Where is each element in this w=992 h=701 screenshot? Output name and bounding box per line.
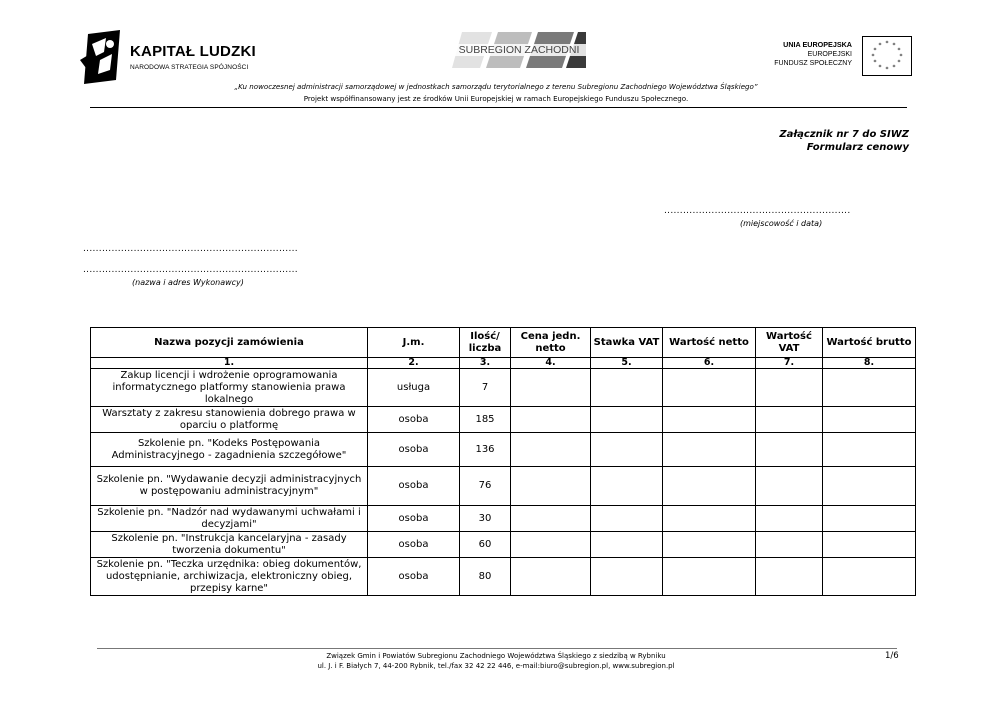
eu-union-label: UNIA EUROPEJSKA xyxy=(783,40,852,49)
row-unit: osoba xyxy=(368,532,460,558)
row-unit: osoba xyxy=(368,433,460,467)
row-item-name: Warsztaty z zakresu stanowienia dobrego prawa w oparciu o platformę xyxy=(91,407,368,433)
net-value-cell[interactable] xyxy=(663,407,756,433)
row-unit: osoba xyxy=(368,558,460,596)
vat-rate-cell[interactable] xyxy=(591,369,663,407)
svg-text:*: * xyxy=(885,66,889,73)
row-unit: osoba xyxy=(368,407,460,433)
kapital-ludzki-title: KAPITAŁ LUDZKI xyxy=(130,43,256,60)
vat-value-cell[interactable] xyxy=(756,558,823,596)
unit-price-cell[interactable] xyxy=(511,532,591,558)
row-quantity: 7 xyxy=(460,369,511,407)
column-number: 6. xyxy=(663,358,756,369)
column-number: 3. xyxy=(460,358,511,369)
net-value-cell[interactable] xyxy=(663,558,756,596)
header-unit: J.m. xyxy=(368,328,460,358)
gross-value-cell[interactable] xyxy=(823,407,916,433)
gross-value-cell[interactable] xyxy=(823,558,916,596)
net-value-cell[interactable] xyxy=(663,532,756,558)
unit-price-cell[interactable] xyxy=(511,506,591,532)
unit-price-cell[interactable] xyxy=(511,433,591,467)
vat-rate-cell[interactable] xyxy=(591,558,663,596)
svg-text:*: * xyxy=(871,53,875,60)
svg-text:*: * xyxy=(878,42,882,49)
column-number: 5. xyxy=(591,358,663,369)
header-vat-value: Wartość VAT xyxy=(756,328,823,358)
vat-rate-cell[interactable] xyxy=(591,467,663,506)
attachment-title xyxy=(779,128,909,154)
vat-value-cell[interactable] xyxy=(756,433,823,467)
cofinance-note: Projekt współfinansowany jest ze środków Unii Europejskiej w ramach Europejskiego Funduszu Społecznego. xyxy=(303,94,689,103)
svg-text:*: * xyxy=(878,64,882,71)
gross-value-cell[interactable] xyxy=(823,433,916,467)
unit-price-cell[interactable] xyxy=(511,558,591,596)
table-row xyxy=(91,467,916,506)
gross-value-cell[interactable] xyxy=(823,467,916,506)
row-unit: osoba xyxy=(368,467,460,506)
svg-text:*: * xyxy=(873,47,877,54)
eu-flag-icon xyxy=(862,36,912,76)
row-item-name: Szkolenie pn. "Nadzór nad wydawanymi uchwałami i decyzjami" xyxy=(91,506,368,532)
gross-value-cell[interactable] xyxy=(823,532,916,558)
row-item-name: Szkolenie pn. "Teczka urzędnika: obieg dokumentów, udostępnianie, archiwizacja, elektroniczny obieg, przepisy karne" xyxy=(91,558,368,596)
price-table xyxy=(90,327,916,596)
net-value-cell[interactable] xyxy=(663,369,756,407)
column-number: 2. xyxy=(368,358,460,369)
vat-value-cell[interactable] xyxy=(756,467,823,506)
svg-text:*: * xyxy=(892,64,896,71)
table-row xyxy=(91,407,916,433)
subregion-logo-text: SUBREGION ZACHODNI xyxy=(452,44,586,56)
vat-value-cell[interactable] xyxy=(756,407,823,433)
contractor-name-field[interactable]: .................................................................... xyxy=(83,244,298,254)
row-quantity: 76 xyxy=(460,467,511,506)
row-item-name: Zakup licencji i wdrożenie oprogramowania informatycznego platformy stanowienia prawa lokalnego xyxy=(91,369,368,407)
header-item-name: Nazwa pozycji zamówienia xyxy=(91,328,368,358)
table-row xyxy=(91,558,916,596)
row-quantity: 136 xyxy=(460,433,511,467)
eu-european-label: EUROPEJSKI xyxy=(807,50,852,58)
vat-value-cell[interactable] xyxy=(756,506,823,532)
table-row xyxy=(91,433,916,467)
kapital-ludzki-logo xyxy=(80,30,270,84)
attachment-number: Załącznik nr 7 do SIWZ xyxy=(779,129,909,140)
table-row xyxy=(91,369,916,407)
eu-social-fund-label: FUNDUSZ SPOŁECZNY xyxy=(774,60,852,67)
header-unit-price: Cena jedn. netto xyxy=(511,328,591,358)
eu-logo xyxy=(742,36,912,80)
net-value-cell[interactable] xyxy=(663,467,756,506)
row-quantity: 80 xyxy=(460,558,511,596)
vat-value-cell[interactable] xyxy=(756,369,823,407)
project-motto: „Ku nowoczesnej administracji samorządowej w jednostkach samorządu terytorialnego z terenu Subregionu Zachodniego Województwa Śląskiego” xyxy=(234,82,758,91)
svg-text:*: * xyxy=(897,47,901,54)
header-quantity: Ilość/ liczba xyxy=(460,328,511,358)
row-unit: osoba xyxy=(368,506,460,532)
place-date-field[interactable]: ........................................................... xyxy=(664,206,851,216)
footer-organization: Związek Gmin i Powiatów Subregionu Zachodniego Województwa Śląskiego z siedzibą w Rybniku xyxy=(326,652,666,660)
table-row xyxy=(91,532,916,558)
vat-rate-cell[interactable] xyxy=(591,506,663,532)
gross-value-cell[interactable] xyxy=(823,369,916,407)
row-item-name: Szkolenie pn. "Kodeks Postępowania Administracyjnego - zagadnienia szczegółowe" xyxy=(91,433,368,467)
header-net-value: Wartość netto xyxy=(663,328,756,358)
header-divider xyxy=(90,107,907,108)
footer-divider xyxy=(97,648,897,649)
place-date-label: (miejscowość i data) xyxy=(740,219,823,228)
page-number: 1/6 xyxy=(885,651,899,661)
column-number: 1. xyxy=(91,358,368,369)
svg-text:*: * xyxy=(892,42,896,49)
svg-text:*: * xyxy=(897,59,901,66)
kapital-ludzki-emblem-icon xyxy=(80,30,124,84)
subregion-logo xyxy=(452,30,586,70)
net-value-cell[interactable] xyxy=(663,506,756,532)
svg-text:*: * xyxy=(873,59,877,66)
header-vat-rate: Stawka VAT xyxy=(591,328,663,358)
svg-text:*: * xyxy=(899,53,903,60)
unit-price-cell[interactable] xyxy=(511,467,591,506)
column-number: 7. xyxy=(756,358,823,369)
row-item-name: Szkolenie pn. "Instrukcja kancelaryjna - zasady tworzenia dokumentu" xyxy=(91,532,368,558)
kapital-ludzki-subtitle: NARODOWA STRATEGIA SPÓJNOŚCI xyxy=(130,64,249,71)
table-row xyxy=(91,506,916,532)
svg-text:*: * xyxy=(885,40,889,47)
vat-rate-cell[interactable] xyxy=(591,433,663,467)
footer-contact: ul. J. i F. Białych 7, 44-200 Rybnik, tel./fax 32 42 22 446, e-mail:biuro@subregion.pl, www.subregion.pl xyxy=(317,662,675,670)
vat-value-cell[interactable] xyxy=(756,532,823,558)
table-header-row xyxy=(91,328,916,358)
row-unit: usługa xyxy=(368,369,460,407)
column-number: 8. xyxy=(823,358,916,369)
vat-rate-cell[interactable] xyxy=(591,532,663,558)
column-number: 4. xyxy=(511,358,591,369)
form-title: Formularz cenowy xyxy=(806,142,909,153)
row-quantity: 30 xyxy=(460,506,511,532)
header-gross-value: Wartość brutto xyxy=(823,328,916,358)
unit-price-cell[interactable] xyxy=(511,369,591,407)
unit-price-cell[interactable] xyxy=(511,407,591,433)
gross-value-cell[interactable] xyxy=(823,506,916,532)
column-number-row xyxy=(91,358,916,369)
row-quantity: 60 xyxy=(460,532,511,558)
net-value-cell[interactable] xyxy=(663,433,756,467)
contractor-label: (nazwa i adres Wykonawcy) xyxy=(132,278,244,287)
row-item-name: Szkolenie pn. "Wydawanie decyzji administracyjnych w postępowaniu administracyjnym" xyxy=(91,467,368,506)
vat-rate-cell[interactable] xyxy=(591,407,663,433)
contractor-address-field[interactable]: .................................................................... xyxy=(83,265,298,275)
row-quantity: 185 xyxy=(460,407,511,433)
